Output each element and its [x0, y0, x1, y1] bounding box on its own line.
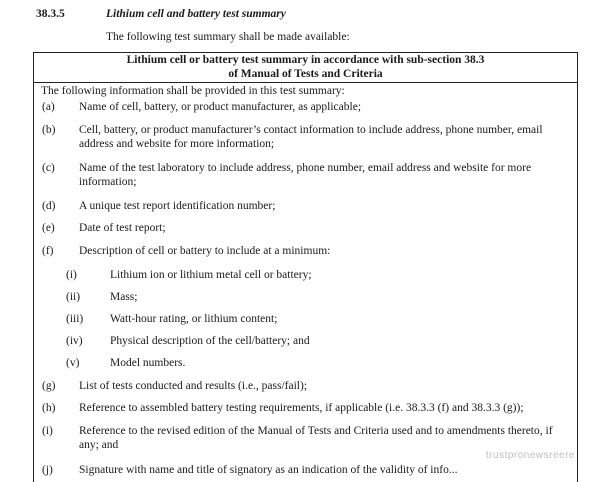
- item-text: Date of test report;: [79, 222, 166, 234]
- item-label: (a): [42, 101, 55, 113]
- item-label: (e): [42, 222, 55, 234]
- item-text: Reference to assembled battery testing requirements, if applicable (i.e. 38.3.3 (f) and 38.3.3 (g));: [79, 402, 524, 414]
- item-text: A unique test report identification number;: [79, 200, 276, 212]
- sub-item-text: Lithium ion or lithium metal cell or battery;: [110, 269, 312, 281]
- item-label: (f): [42, 245, 54, 257]
- intro-text: The following test summary shall be made available:: [106, 31, 350, 43]
- item-text: Name of the test laboratory to include address, phone number, email address and website for more information;: [79, 162, 532, 188]
- item-text: List of tests conducted and results (i.e., pass/fail);: [79, 380, 308, 392]
- box-lead: The following information shall be provided in this test summary:: [41, 85, 345, 97]
- section-title: Lithium cell and battery test summary: [106, 8, 286, 20]
- item-text: Description of cell or battery to include at a minimum:: [79, 245, 331, 257]
- sub-item-label: (ii): [66, 291, 81, 303]
- sub-item-text: Mass;: [110, 291, 138, 303]
- sub-item-text: Model numbers.: [110, 357, 186, 369]
- section-number: 38.3.5: [36, 8, 65, 20]
- summary-box: [33, 52, 578, 482]
- box-header: [34, 53, 577, 83]
- item-label: (b): [42, 124, 56, 136]
- item-label: (g): [42, 380, 56, 392]
- section-heading: [36, 7, 576, 21]
- item-text: Reference to the revised edition of the Manual of Tests and Criteria used and to amendments thereto, if any; and: [79, 425, 553, 451]
- sub-item-label: (i): [66, 269, 77, 281]
- sub-item-label: (iv): [66, 335, 83, 347]
- box-header-line-2: of Manual of Tests and Criteria: [228, 67, 383, 80]
- sub-item-label: (iii): [66, 313, 84, 325]
- box-header-line-1: Lithium cell or battery test summary in accordance with sub-section 38.3: [126, 54, 485, 66]
- watermark: trustpronewsreere: [485, 450, 575, 461]
- sub-item-label: (v): [66, 357, 80, 369]
- sub-item-text: Watt-hour rating, or lithium content;: [110, 313, 278, 325]
- item-label: (c): [42, 162, 55, 174]
- sub-item-text: Physical description of the cell/battery; and: [110, 335, 310, 347]
- item-label: (h): [42, 402, 56, 414]
- item-text: Name of cell, battery, or product manufacturer, as applicable;: [79, 101, 362, 113]
- item-text: Cell, battery, or product manufacturer’s contact information to include address, phone number, email address and website for more information;: [79, 124, 543, 150]
- item-label: (d): [42, 200, 56, 212]
- item-label: (j): [42, 464, 53, 476]
- item-label: (i): [42, 425, 53, 437]
- item-text: Signature with name and title of signatory as an indication of the validity of info...: [79, 464, 458, 476]
